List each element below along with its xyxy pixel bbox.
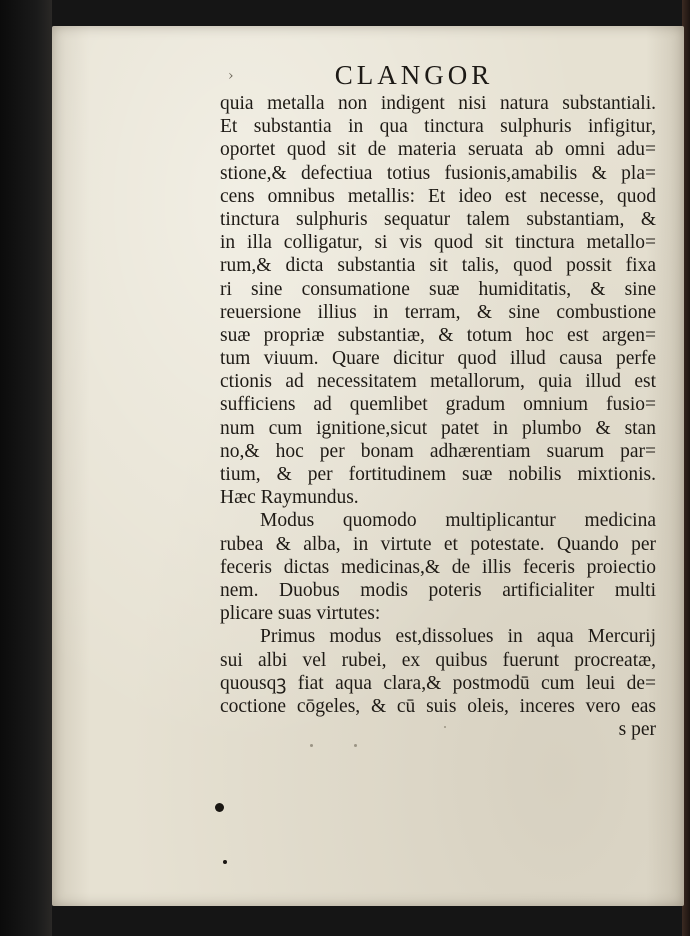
text-line: tium, & per fortitudinem suæ nobilis mixtionis.: [220, 464, 656, 485]
text-line: Et substantia in qua tinctura sulphuris infigitur,: [220, 116, 656, 138]
ink-speck: [444, 726, 446, 728]
text-line: no,& hoc per bonam adhærentiam suarum par=: [220, 440, 656, 462]
text-line: sui albi vel rubei, ex quibus fuerunt procreatæ,: [220, 649, 656, 671]
text-line: tum viuum. Quare dicitur quod illud causa perfe: [220, 348, 656, 370]
text-line: sufficiens ad quemlibet gradum omnium fusio=: [220, 394, 656, 416]
text-line: nem. Duobus modis poteris artificialiter multi: [220, 579, 656, 601]
text-line: Modus quomodo multiplicantur medicina: [260, 510, 656, 532]
text-line: coctione cōgeles, & cū suis oleis, inceres vero eas: [220, 695, 656, 717]
text-line: Hæc Raymundus.: [220, 487, 359, 509]
text-line: ri sine consumatione suæ humiditatis, & sine: [220, 278, 656, 300]
text-line: num cum ignitione,sicut patet in plumbo & stan: [220, 417, 656, 439]
ink-speck: [354, 744, 357, 747]
ink-dot: [223, 860, 227, 864]
text-line: ctionis ad necessitatem metallorum, quia illud est: [220, 371, 656, 393]
text-line: quia metalla non indigent nisi natura substantiali.: [220, 93, 656, 114]
ink-speck: [310, 744, 313, 747]
text-line: stione,& defectiua totius fusionis,amabilis & pla=: [220, 162, 656, 184]
text-line: s per: [618, 719, 656, 741]
text-line: rubea & alba, in virtute et potestate. Quando per: [220, 533, 656, 555]
text-line: quousqꝫ fiat aqua clara,& postmodū cum leui de=: [220, 672, 656, 694]
text-line: reuersione illius in terram, & sine combustione: [220, 301, 656, 323]
running-head-ornament: ›: [228, 68, 234, 84]
text-line: cens omnibus metallis: Et ideo est necesse, quod: [220, 185, 656, 207]
text-line: plicare suas virtutes:: [220, 603, 381, 625]
text-line: suæ propriæ substantiæ, & totum hoc est argen=: [220, 324, 656, 346]
ink-blot: [215, 803, 224, 812]
printed-page: [52, 26, 684, 906]
text-line: feceris dictas medicinas,& de illis feceris proiectio: [220, 556, 656, 578]
text-line: tinctura sulphuris sequatur talem substantiam, &: [220, 208, 656, 230]
body-text: [220, 92, 656, 741]
text-line: in illa colligatur, si vis quod sit tinctura metallo=: [220, 232, 656, 254]
text-line: rum,& dicta substantia sit talis, quod possit fixa: [220, 255, 656, 277]
text-line: Primus modus est,dissolues in aqua Mercurij: [260, 626, 656, 648]
book-gutter-shadow: [0, 0, 52, 936]
text-line: oportet quod sit de materia seruata ab omni adu=: [220, 139, 656, 161]
running-head: CLANGOR: [334, 60, 494, 90]
